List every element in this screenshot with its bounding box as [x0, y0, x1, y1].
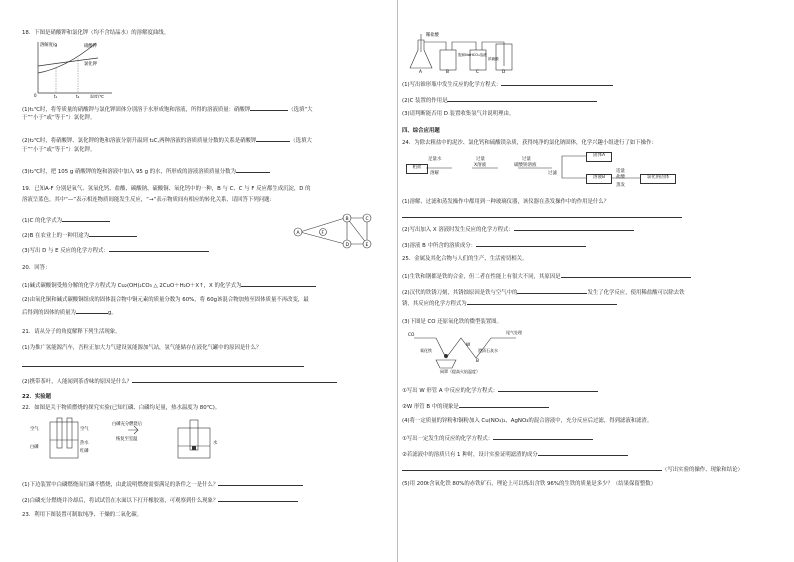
q25-p4a: ①写出一定发生的反应的化学方程式： [402, 434, 593, 443]
flow-liquid: 溶液B [586, 174, 612, 184]
q25-p2: (2)汉代的铁锈刀刻，其锈蚀原因是铁与空气中的 发生了化学反应，使用稀盐酸可以除去铁 [402, 290, 685, 296]
flow-end: 氯化钠固体 [640, 174, 676, 184]
q19-relation-diagram [287, 208, 382, 252]
q25-p3b: ②W 形管 B 中的现象是 [402, 402, 549, 411]
fig-h2so4: 浓硫酸 [488, 57, 499, 61]
q18-title: 18．下图是硝酸钾和氯化钾（均不含结晶水）的溶解度曲线。 [22, 30, 170, 36]
flow-solid: 固体A [586, 152, 612, 162]
q19-p3: (3)写出 D 与 E 反应的化学方程式： [22, 246, 209, 255]
q24-p2: (2)写出加入 X 溶液时发生反应的化学方程式： [402, 225, 634, 234]
co2-apparatus [404, 30, 564, 74]
flow-step2b: X溶液 [474, 163, 487, 168]
graph-ylabel: 溶解度/g [40, 43, 58, 48]
q21-p2: (2)携带茶叶，人能闻到茶香味的原因是什么？ [22, 377, 337, 386]
q25-intro: 25．金属及其化合物与人们的生产、生活密切相关。 [402, 256, 528, 262]
q20-p1: (1)碱式碳酸铜受热分解的化学方程式为 Cu₂(OH)₂CO₃ △ 2CuO＋H₂O＋X↑，X 的化学式为 [22, 281, 316, 290]
q22-p1: (1)下边装置中白磷燃烧而红磷不燃烧，由此说明燃烧需要满足的条件之一是什么？ [22, 480, 303, 489]
q21-title: 21．请从分子的角度解释下列生活现象。 [22, 329, 121, 335]
graph-t2: t₂ [76, 94, 80, 98]
graph-t1: t₁ [54, 94, 58, 98]
q25-p4: (4)将一定质量的锌粉和铜粉加入 Cu(NO₃)₂、AgNO₃的混合溶液中，充分反应后过滤，得到滤液和滤渣。 [402, 418, 653, 424]
co-reduction-apparatus [406, 328, 536, 374]
q20-p2: (2)由氧化铜和碱式碳酸铜组成的固体混合物中铜元素的质量分数为 60%，将 60g该混合物加热至固体质量不再改变，最 [22, 297, 309, 303]
q25-p5: (5)用 200t含氧化铁 80%的赤铁矿石，理论上可以炼出含铁 96%的生铁的质量是多少？（结果保留整数） [402, 481, 656, 487]
fig-d: D [502, 70, 506, 74]
graph-curve2: 氯化钾 [84, 62, 97, 67]
q18-p1c: 于”“小于”或“等于”）氯化钾。 [22, 115, 96, 121]
flow-step6: 蒸发 [616, 183, 625, 188]
graph-curve1: 硝酸钾 [84, 44, 97, 49]
q19-intro2: 溶液呈蓝色。其中“—”表示相连物质间能发生反应，“→”表示物质间有相应的转化关系，请回答下列问题： [22, 197, 275, 203]
q20-title: 20．回答： [22, 265, 51, 271]
fig-air2: 空气 [80, 427, 89, 432]
fig-white-phosphorus: 白磷 [30, 445, 39, 450]
node-b: B [345, 217, 349, 222]
q23-p3: (3)请判断能否用 D 装置收集氢气并说明理由。 [402, 111, 515, 117]
flow-filter: 过滤 [548, 171, 557, 176]
q24-intro: 24．为除去粗盐中的泥沙、氯化钙和硫酸镁杂质，获得纯净的氯化钠固体，化学兴趣小组进行了如下操作： [402, 140, 657, 146]
fig-note1: 白磷充分燃烧后 [112, 422, 143, 427]
fig-nahco3: 饱和NaHCO₃溶液 [458, 53, 487, 57]
q24-p3: (3)溶液 B 中所含的溶质成分： [402, 241, 586, 250]
left-column [22, 0, 394, 562]
q18-p3: (3)t₂℃时，把 105 g 硝酸钾的饱和溶液中加入 95 g 的水，所形成的溶液溶质质量分数为 [22, 167, 270, 176]
fig-a: A [419, 70, 422, 74]
node-e: E [365, 243, 369, 248]
flow-step3b: 碳酸钠溶液 [514, 163, 537, 168]
q18-p1: (1)t₁℃时，将等质量的硝酸钾与氯化钾固体分别溶于水形成饱和溶液，所得的溶液质量：硝酸钾 （选填“大 [22, 107, 313, 113]
q24-p1: (1)溶解、过滤和蒸发操作中都用到一种玻璃仪器，该仪器在蒸发操作中的作用是什么？ [402, 199, 610, 205]
q25-p4c: （写出实验的操作、现象和结论） [402, 465, 743, 474]
column-divider [397, 0, 398, 562]
q18-p2c: 于”“小于”或“等于”）氯化钾。 [22, 147, 96, 153]
fig-hcl: 稀盐酸 [426, 33, 439, 38]
q20-p2b: 后得到的固体的质量为 g。 [22, 310, 117, 316]
fig-b-label: B [476, 359, 479, 364]
flow-step1a: 足量水 [428, 157, 442, 162]
flow-step5b: 盐酸 [616, 175, 625, 180]
q19-p1: (1)C 的化学式为 [22, 216, 110, 225]
node-c: C [365, 217, 369, 222]
flow-start: 粗盐 [406, 164, 428, 174]
graph-origin: 0 [34, 93, 37, 98]
q24-flowchart [402, 150, 774, 196]
q23-intro: 23．利用下图装置可制取纯净、干燥的二氧化碳。 [22, 512, 143, 518]
section-4: 四、综合应用题 [402, 128, 440, 134]
q19-intro1: 19．已知A-F 分别是氧气、氢氧化钙、盐酸、碳酸钠、硫酸铜、氧化钙中的一种，B 与 C、C 与 F 反应都生成沉淀，D 的 [22, 186, 311, 192]
q25-p1: (1)生铁和钢都是铁的合金，但二者在性能上有很大不同，其原因是 [402, 272, 691, 281]
fig-air1: 空气 [30, 427, 39, 432]
right-column [402, 0, 774, 562]
graph-xlabel: 温度/℃ [90, 94, 104, 98]
q19-p2: (2)B 在农业上的一种用途为 [22, 231, 137, 240]
q24-answer-line [402, 212, 682, 221]
flow-step3a: 过量 [522, 157, 531, 162]
fig-b: B [446, 70, 449, 74]
fig-tail-gas: 尾气处理 [506, 330, 522, 335]
fig-water: 水 [213, 441, 218, 446]
q23-p1: (1)写出锥形瓶中发生反应的化学方程式： [402, 80, 613, 89]
q25-p2c: 锈，其反应的化学方程式为 [402, 299, 617, 308]
flow-step1b: 溶解 [430, 171, 439, 176]
fig-note2: 恢复至室温 [116, 437, 138, 442]
node-d: D [345, 243, 349, 248]
node-f: F [321, 231, 324, 236]
flow-step5a: 适量 [616, 169, 625, 174]
q23-p2: (2)C 装置的作用是 [402, 96, 597, 105]
fig-lamp: 网罩（提高火焰温度） [440, 369, 480, 374]
q25-p3a: ①写出 W 形管 A 中反应的化学方程式： [402, 386, 598, 395]
q21-p1: (1)为推广氢能源汽车，吾粒正加大力气建设氢能源加气站，氢气能储存在液化气罐中的原因是什么？ [22, 345, 262, 351]
q21-answer-line [22, 361, 304, 370]
combustion-apparatus [28, 416, 228, 464]
node-a: A [296, 231, 300, 236]
fig-red-phosphorus: 红磷 [80, 449, 89, 454]
flow-step2a: 过量 [476, 157, 485, 162]
fig-c: C [476, 70, 480, 74]
fig-w: W [466, 343, 471, 348]
fig-limewater: 澄清石灰水 [478, 348, 498, 353]
q22-intro: 22．如图是关于物质燃烧的探究实验(已知红磷、白磷均足量，热水温度为 80℃)。 [22, 405, 221, 411]
fig-hot-water: 热水 [80, 441, 89, 446]
q25-p3: (3)下图是 CO 还原氧化铁的微型装置图。 [402, 319, 502, 325]
q25-p4b: ②若滤液中的溶质只有 1 种时，设计实验证明滤渣的成分 [402, 450, 628, 459]
q22-section: 22．实验题 [22, 394, 52, 400]
fig-fe2o3: 氧化铁 [420, 348, 432, 353]
fig-co: CO [408, 333, 415, 338]
solubility-graph [26, 38, 116, 98]
q22-p2: (2)白磷充分燃烧并冷却后，将试试管在水面以下打开橡胶塞，可观察到什么现象？ [22, 496, 298, 505]
q18-p2: (2)t₂℃时，将硝酸钾、氯化钾的饱和溶液分别升温到 t₂C,两种溶液的溶质质量分数的关系是硝酸钾 （选填大 [22, 138, 312, 144]
